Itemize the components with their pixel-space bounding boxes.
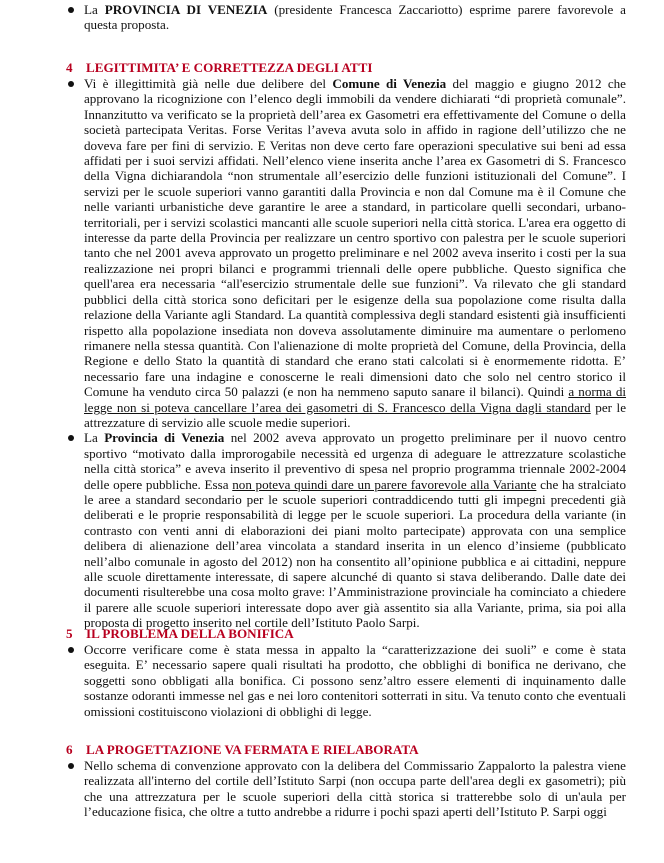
- bullet-icon: [68, 7, 74, 13]
- item-text-bold: PROVINCIA DI VENEZIA: [104, 2, 268, 17]
- list-item: [66, 642, 626, 719]
- item-text: nel 2002 aveva approvato un progetto preliminare per il nuovo centro sportivo “motivato dalla improrogabile necessità ed urgenza di adeguare le attrezzature scolastiche nella città storica” e aveva inserito il preventivo di spesa nel proprio programma triennale 2002-2004 delle opere pubbliche. Essa: [84, 430, 626, 492]
- section-heading: [66, 626, 626, 642]
- underlined-text: a norma di legge non si poteva cancellare l’area dei gasometri di S. Francesco della Vigna dagli standard: [84, 384, 627, 415]
- section-title: LEGITTIMITA’ E CORRETTEZZA DEGLI ATTI: [86, 60, 373, 75]
- item-text: Vi è illegittimità già nelle due delibere del: [84, 76, 333, 91]
- bold-text: Provincia di Venezia: [104, 430, 225, 446]
- item-text: per le attrezzature di servizio alle scuole medie superiori.: [84, 399, 627, 430]
- section-4: [66, 60, 626, 631]
- section-heading: [66, 742, 626, 758]
- item-text: Nello schema di convenzione approvato con la delibera del Commissario Zappalorto la palestra viene realizzata all'interno del cortile dell’Istituto Sarpi (non occupa parte dell'area degli ex gasometri); più che una attrezzatura per le scuole superiori della città storica si tratterebbe solo di un'aula per l’educazione fisica, che oltre a tutto andrebbe a ridurre i pochi spazi aperti dell’Istituto P. Sarpi oggi: [84, 758, 626, 820]
- list-item: [66, 430, 626, 630]
- item-text: del maggio e giugno 2012 che approvano la ricognizione con l’elenco degli immobili da vendere dichiarati “di proprietà comunale”. Innanzitutto va verificato se la proprietà dell’area ex Gasometri era effettivamente del Comune o della società partecipata Veritas. Forse Veritas l’aveva avuta solo in affido in ragione dell’utilizzo che ne doveva fare per fini di servizio. E Veritas non deve certo fare operazioni speculative sui beni ad essa affidati per i suoi servizi affidati. Nell’elenco viene inserita anche l’area ex Gasometri di S. Francesco della Vigna dichiarandola “non strumentale all’esercizio delle funzioni istituzionali del Comune”. I servizi per le scuole superiori vanno garantiti dalla Provincia e non dal Comune ma è il Comune che nelle varianti urbanistiche deve garantire le aree a standard, in particolare quelli secondari, urbano-territoriali, per i servizi scolastici mancanti alle scuole superiori nella città storica. L'area era oggetto di interesse da parte della Provincia per realizzare un centro sportivo con palestra per le scuole superiori tanto che nel 2001 aveva approvato un progetto preliminare e nel 2002 aveva inserito i costi per la sua realizzazione nei propri bilanci e programmi triennali delle opere pubbliche. Questo significa che quell'area era necessaria “all'esercizio strumentale delle sue funzioni”. Va rilevato che gli standard pubblici della città storica sono deficitari per le esigenze della sua popolazione come risulta dalla relazione della Variante agli Standard. La quantità complessiva degli standard esistenti già insufficienti rispetto alla popolazione insediata non doveva assolutamente diminuire ma aumentare o perlomeno rimanere nella stessa quantità. Con l'alienazione di molte proprietà del Comune, della Provincia, della Regione e dello Stato la quantità di standard che erano stati calcolati si è enormemente ridotta. E’ necessario fare una indagine e conoscerne le reali dimensioni dato che solo nel centro storico il Comune ha venduto circa 50 palazzi (e non ha nemmeno saputo sanare il bilanci). Quindi: [84, 76, 626, 400]
- underlined-text: non poteva quindi dare un parere favorevole alla Variante: [232, 476, 537, 492]
- list-item: [66, 2, 626, 33]
- section-items: [66, 758, 626, 820]
- bullet-icon: [68, 435, 74, 441]
- bullet-icon: [68, 647, 74, 653]
- section-6: [66, 742, 626, 820]
- item-text: Occorre verificare come è stata messa in appalto la “caratterizzazione dei suoli” e come è stata eseguita. E’ necessario sapere quali risultati ha prodotto, che obblighi di bonifica ne derivano, che soggetti sono obbligati alla bonifica. Ci possono senz’altro essere elementi di inquinamento dalle sostanze odoranti immesse nel gas e nei loro contenitori sotterrati in situ. Va tenuto conto che eventuali omissioni costituiscono violazioni di obblighi di legge.: [84, 642, 626, 719]
- section-title: IL PROBLEMA DELLA BONIFICA: [86, 626, 294, 641]
- section-heading: [66, 60, 626, 76]
- section-items: [66, 642, 626, 719]
- section-title: LA PROGETTAZIONE VA FERMATA E RIELABORATA: [86, 742, 419, 757]
- section-number: 5: [66, 626, 73, 641]
- section-number: 4: [66, 60, 73, 75]
- top-section: [66, 2, 626, 33]
- item-text: La: [84, 2, 105, 17]
- item-text: (presidente Francesca Zaccariotto) esprime parere favorevole a questa proposta.: [84, 2, 626, 33]
- item-text: La: [84, 430, 105, 446]
- section-5: [66, 626, 626, 719]
- list-item: [66, 76, 626, 430]
- bold-text: Comune di Venezia: [332, 76, 447, 91]
- list-item: [66, 758, 626, 820]
- bullet-icon: [68, 763, 74, 769]
- bullet-icon: [68, 81, 74, 87]
- section-items: [66, 76, 626, 631]
- item-text: che ha stralciato le aree a standard secondario per le scuole superiori contraddicendo tutti gli impegni precedenti già deliberati e le proprie responsabilità di legge per le scuole superiori. La procedura della variante (in contrasto con venti anni di elaborazioni dei piani molto partecipate) approvata con una semplice delibera di alienazione dell’area vincolata a standard inserita in un elenco d’insieme (pubblicato nell’albo comunale in agosto del 2012) non ha consentito all’opinione pubblica e ai cittadini, neppure alle scuole direttamente interessate, di sapere alcunché di quanto si stava deliberando. Dalle date dei documenti risulterebbe una cosa molto grave: l’Amministrazione provinciale ha cominciato a chiedere il parere alle scuole superiori interessate dopo aver già assentito sia alla Variante, prima, sia poi alla proposta di progetto inserito nel cortile dell’Istituto Paolo Sarpi.: [84, 476, 626, 631]
- section-number: 6: [66, 742, 73, 757]
